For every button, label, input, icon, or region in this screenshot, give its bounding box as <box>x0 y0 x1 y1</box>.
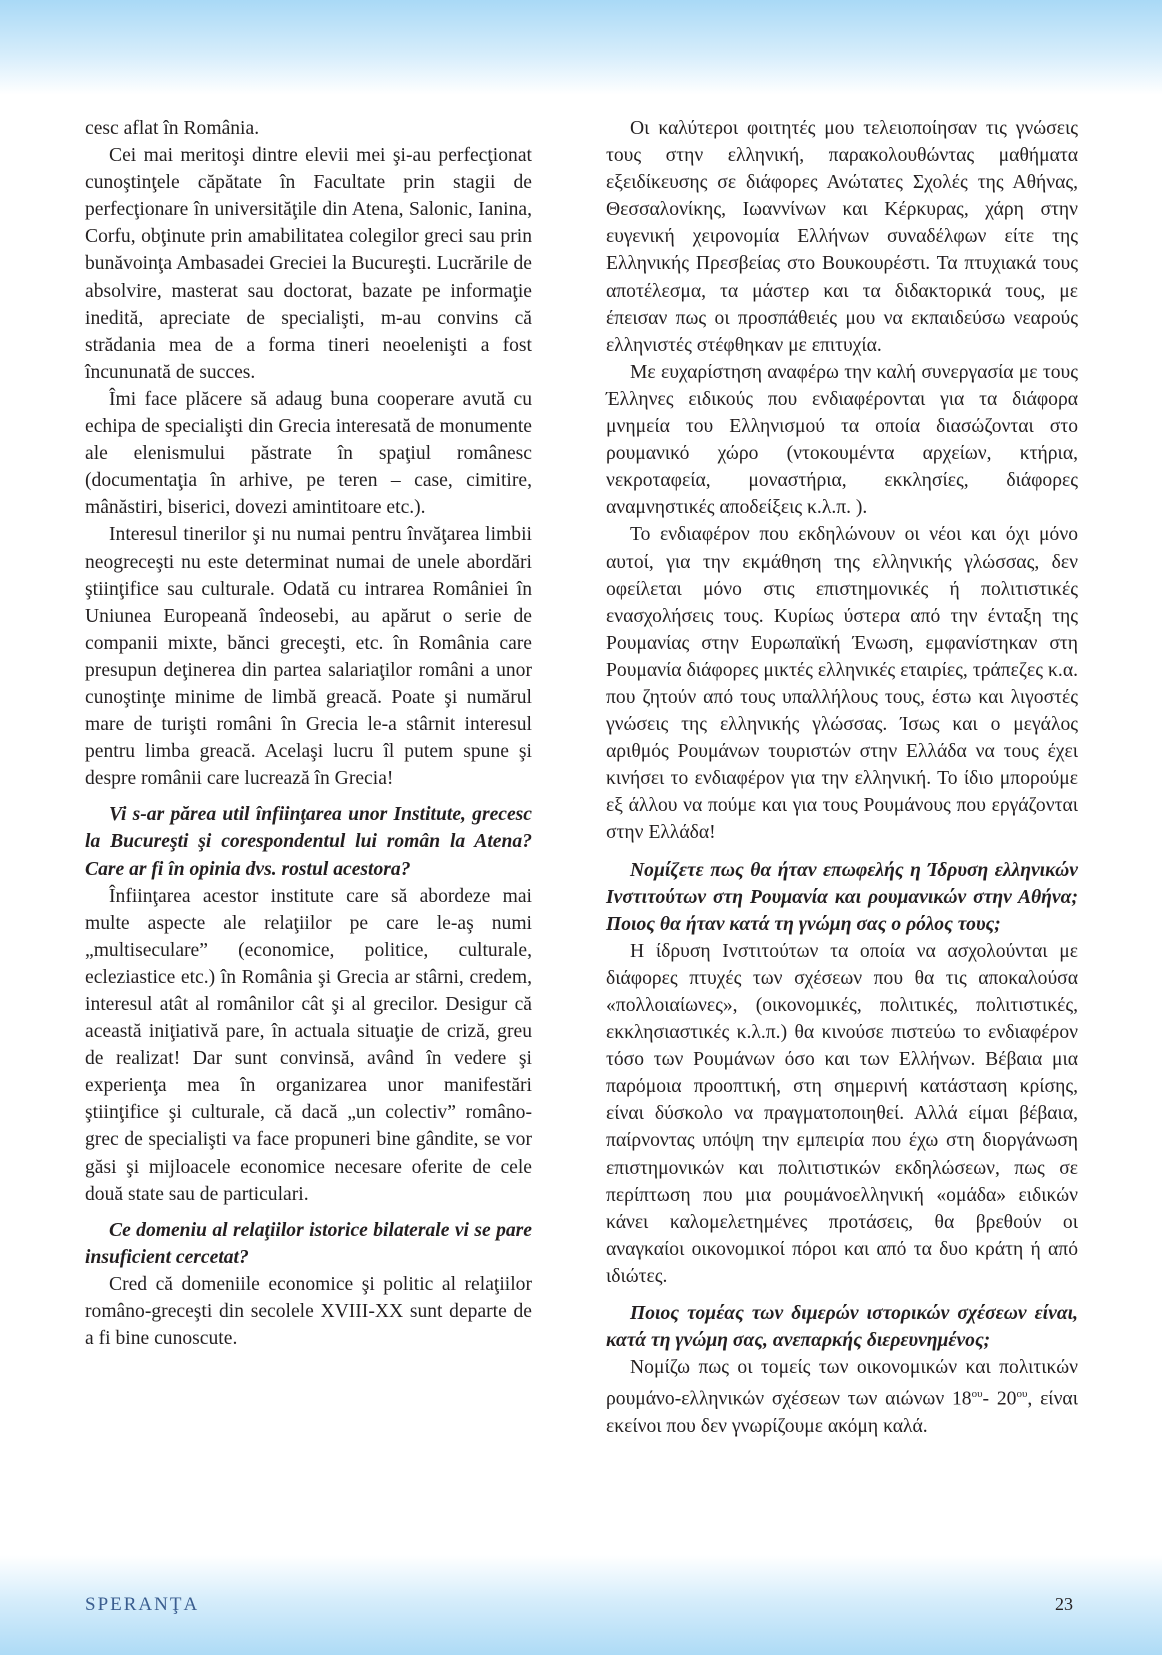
paragraph: Με ευχαρίστηση αναφέρω την καλή συνεργασία με τους Έλληνες ειδικούς που ενδιαφέρονται για τα διάφορα μνημεία του Ελληνισμού τα οποία διασώζονται στο ρουμανικό χώρο (ντοκουμέντα αρχείων, κτήρια, νεκροταφεία, μοναστήρια, εκκλησίες, διάφορες αναμνηστικές αποδείξεις κ.λ.π. ). <box>606 361 1078 519</box>
paragraph: Înfiinţarea acestor institute care să abordeze mai multe aspecte ale relaţiilor pe care le-aş numi „multiseculare” (economice, politice, culturale, ecleziastice etc.) în România şi Grecia ar stârni, credem, interesul atât al românilor cât şi al grecilor. Desigur că această iniţiativă pare, în actuala situaţie de criză, greu de realizat! Dar sunt convinsă, având în vedere şi experienţa mea în organizarea unor manifestări ştiinţifice şi culturale, că dacă „un colectiv” româno-grec de specialişti va face propuneri bine gândite, se vor găsi şi mijloacele economice necesare oferite de cele două state sau de particulari. <box>85 885 532 1205</box>
paragraph <box>606 1354 1078 1440</box>
superscript: ου <box>971 1388 983 1401</box>
left-text-column <box>85 115 532 1352</box>
paragraph: Η ίδρυση Ινστιτούτων τα οποία να ασχολούνται με διάφορες πτυχές των σχέσεων που θα τις αποκαλούσα «πολλοιαίωνες», (οικονομικές, πολιτικές, πολιτιστικές, εκκλησιαστικές κ.λ.π.) θα κινούσε πιστεύω το ενδιαφέρον τόσο των Ρουμάνων όσο και των Ελλήνων. Βέβαια μια παρόμοια προοπτική, στη σημερινή κατάσταση κρίσης, είναι δύσκολο να πραγματοποιηθεί. Αλλά είμαι βέβαια, παίρνοντας υπόψη την εμπειρία που έχω στη διοργάνωση επιστημονικών και πολιτιστικών εκδηλώσεων, πως σε περίπτωση που μια ρουμάνοελληνική «ομάδα» ειδικών κάνει καλομελετημένες προτάσεις, θα βρεθούν οι αναγκαίοι οικονομικοί πόροι και από τα δυο κράτη ή από ιδιώτες. <box>606 940 1078 1287</box>
superscript: ου <box>1016 1388 1028 1401</box>
right-text-column <box>606 115 1078 1440</box>
header-gradient-band <box>0 0 1162 95</box>
page-number: 23 <box>1055 1594 1073 1614</box>
paragraph: Interesul tinerilor şi nu numai pentru învăţarea limbii neogreceşti nu este determinat numai de unele abordări ştiinţifice sau culturale. Odată cu intrarea României în Uniunea Europeană îndeosebi, au apărut o serie de companii mixte, bănci greceşti, etc. în România care presupun deţinerea din partea salariaţilor români a unor cunoştinţe minime de limbă greacă. Poate şi numărul mare de turişti români în Grecia le-a stârnit interesul pentru limba greacă. Acelaşi lucru îl putem spune şi despre românii care lucrează în Grecia! <box>85 524 532 790</box>
interview-question: Νομίζετε πως θα ήταν επωφελής η Ίδρυση ελληνικών Ινστιτούτων στη Ρουμανία και ρουμανικών στην Αθήνα; Ποιος θα ήταν κατά τη γνώμη σας ο ρόλος τους; <box>606 859 1078 935</box>
paragraph: Cred că domeniile economice şi politic al relaţiilor româno-greceşti din secolele XVIII-XX sunt departe de a fi bine cunoscute. <box>85 1273 532 1350</box>
interview-question: Ce domeniu al relaţiilor istorice bilaterale vi se pare insuficient cercetat? <box>85 1219 532 1268</box>
paragraph-text: - 20 <box>982 1388 1017 1410</box>
paragraph-text: Νομίζω πως οι τομείς των οικονομικών και πολιτικών ρουμάνο-ελληνικών σχέσεων των αιώνων 18 <box>606 1357 1078 1410</box>
paragraph: Cei mai meritoşi dintre elevii mei şi-au perfecţionat cunoştinţele căpătate în Facultate prin stagii de perfecţionare în universităţile din Atena, Salonic, Ianina, Corfu, obţinute prin amabilitatea colegilor greci sau prin bunăvoinţa Ambasadei Greciei la Bucureşti. Lucrările de absolvire, masterat sau doctorat, bazate pe informaţie inedită, apreciate de specialişti, m-au convins că strădania mea de a forma tineri neoelenişti a fost încununată de succes. <box>85 145 532 383</box>
magazine-title: SPERANŢA <box>85 1594 200 1615</box>
paragraph: cesc aflat în România. <box>85 118 260 139</box>
paragraph: Οι καλύτεροι φοιτητές μου τελειοποίησαν τις γνώσεις τους στην ελληνική, παρακολουθώντας μαθήματα εξειδίκευσης σε διάφορες Ανώτατες Σχολές της Αθήνας, Θεσσαλονίκης, Ιωαννίνων και Κέρκυρας, χάρη στην ευγενική χειρονομία Ελλήνων συναδέλφων είτε της Ελληνικής Πρεσβείας στο Βουκουρέστι. Τα πτυχιακά τους αποτέλεσμα, τα μάστερ και τα διδακτορικά τους, με έπεισαν πως οι προσπάθειές μου να εκπαιδεύσω νεαρούς ελληνιστές στέφθηκαν με επιτυχία. <box>606 118 1078 356</box>
paragraph-text: , είναι εκείνοι που δεν γνωρίζουμε ακόμη καλά. <box>606 1388 1078 1437</box>
interview-question: Vi s-ar părea util înfiinţarea unor Institute, grecesc la Bucureşti şi corespondentul lui român la Atena? Care ar fi în opinia dvs. rostul acestora? <box>85 804 532 880</box>
paragraph: Το ενδιαφέρον που εκδηλώνουν οι νέοι και όχι μόνο αυτοί, για την εκμάθηση της ελληνικής γλώσσας, δεν οφείλεται μόνο στις επιστημονικές ή πολιτιστικές ενασχολήσεις τους. Κυρίως ύστερα από την ένταξη της Ρουμανίας στην Ευρωπαϊκή Ένωση, εμφανίστηκαν στη Ρουμανία διάφορες μικτές ελληνικές εταιρίες, τράπεζες κ.α. που ζητούν από τους υπαλλήλους τους, έστω και λιγοστές γνώσεις της ελληνικής γλώσσας. Ίσως και ο μεγάλος αριθμός Ρουμάνων τουριστών στην Ελλάδα να τους έχει κινήσει το ενδιαφέρον για την ελληνική. Το ίδιο μπορούμε εξ άλλου να πούμε και για τους Ρουμάνους που εργάζονται στην Ελλάδα! <box>606 524 1078 844</box>
interview-question: Ποιος τομέας των διμερών ιστορικών σχέσεων είναι, κατά τη γνώμη σας, ανεπαρκής διερευνημένος; <box>606 1303 1078 1352</box>
paragraph: Îmi face plăcere să adaug buna cooperare avută cu echipa de specialişti din Grecia interesată de monumente ale elenismului păstrate în spaţiul românesc (documentaţia în arhive, pe teren – case, cimitire, mânăstiri, biserici, dovezi amintitoare etc.). <box>85 388 532 519</box>
